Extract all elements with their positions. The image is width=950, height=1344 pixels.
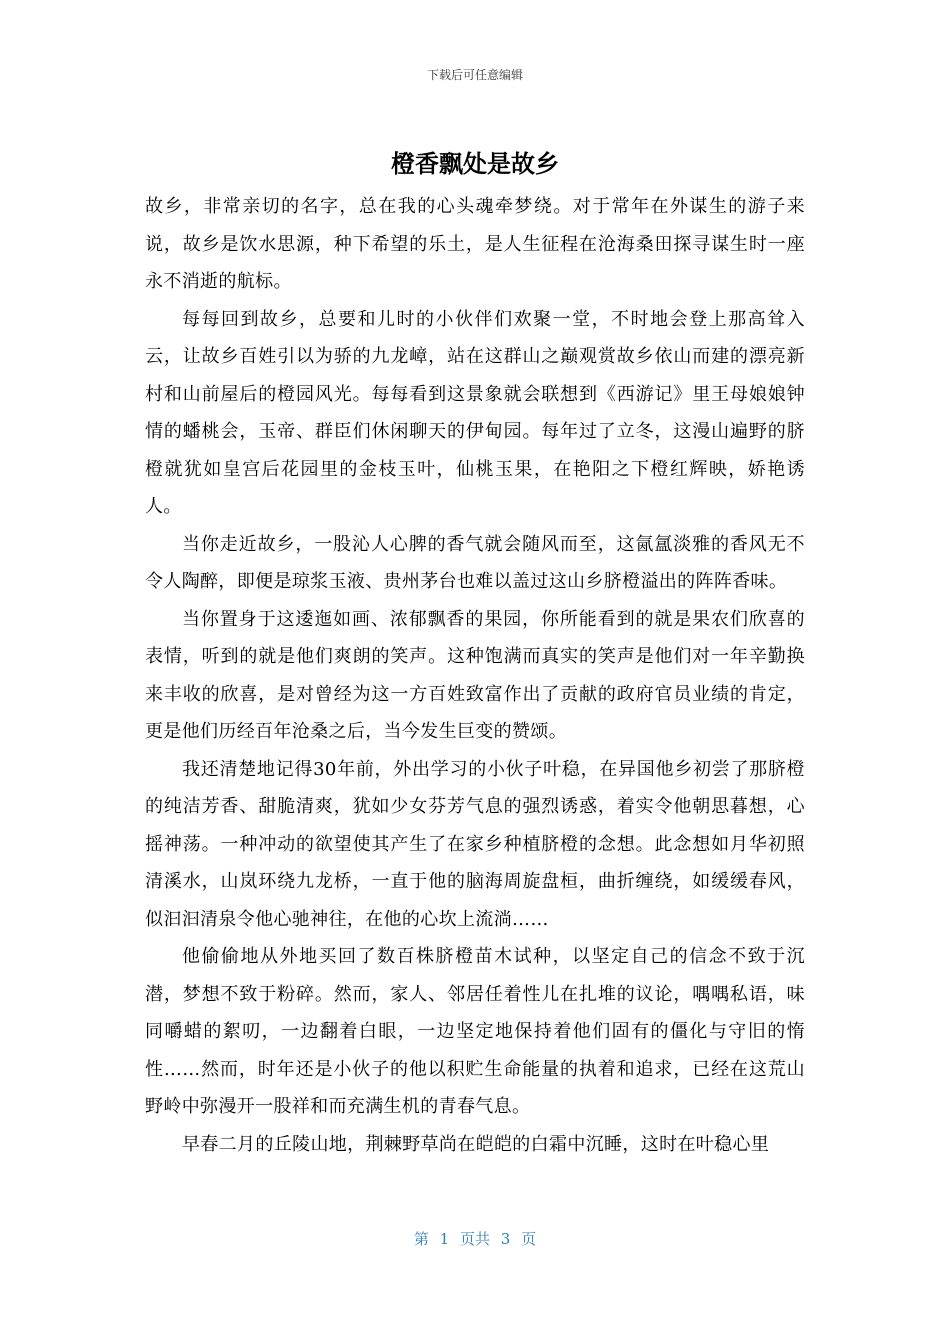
- page-number-footer: 第 1 页共 3 页: [413, 1230, 537, 1248]
- paragraph-2: 每每回到故乡，总要和儿时的小伙伴们欢聚一堂，不时地会登上那高耸入云，让故乡百姓引以为骄的九龙嶂，站在这群山之巅观赏故乡依山而建的漂亮新村和山前屋后的橙园风光。每每看到这景象就会联想到《西游记》里王母娘娘钟情的蟠桃会，玉帝、群臣们休闲聊天的伊甸园。每年过了立冬，这漫山遍野的脐橙就犹如皇宫后花园里的金枝玉叶，仙桃玉果，在艳阳之下橙红辉映，娇艳诱人。: [145, 308, 805, 517]
- paragraph-7: 早春二月的丘陵山地，荆棘野草尚在皑皑的白霜中沉睡，这时在叶稳心里: [182, 1133, 770, 1155]
- paragraph-3: 当你走近故乡，一股沁人心脾的香气就会随风而至，这氤氲淡雅的香风无不令人陶醉，即便是琼浆玉液、贵州茅台也难以盖过这山乡脐橙溢出的阵阵香味。: [145, 533, 805, 592]
- paragraph-5: 我还清楚地记得30年前，外出学习的小伙子叶稳，在异国他乡初尝了那脐橙的纯洁芳香、甜脆清爽，犹如少女芬芳气息的强烈诱惑，着实令他朝思暮想，心摇神荡。一种冲动的欲望使其产生了在家乡种植脐橙的念想。此念想如月华初照清溪水，山岚环绕九龙桥，一直于他的脑海周旋盘桓，曲折缠绕，如缓缓春风，似汩汩清泉令他心驰神往，在他的心坎上流淌……: [145, 758, 805, 930]
- header-note: 下载后可任意编辑: [426, 68, 523, 82]
- paragraph-4: 当你置身于这逶迤如画、浓郁飘香的果园，你所能看到的就是果农们欣喜的表情，听到的就是他们爽朗的笑声。这种饱满而真实的笑声是他们对一年辛勤换来丰收的欣喜，是对曾经为这一方百姓致富作出了贡献的政府官员业绩的肯定，更是他们历经百年沧桑之后，当今发生巨变的赞颂。: [145, 608, 805, 742]
- paragraph-6: 他偷偷地从外地买回了数百株脐橙苗木试种，以坚定自己的信念不致于沉潜，梦想不致于粉碎。然而，家人、邻居任着性儿在扎堆的议论，喁喁私语，味同嚼蜡的絮叨，一边翻着白眼，一边坚定地保持着他们固有的僵化与守旧的惰性……然而，时年还是小伙子的他以积贮生命能量的执着和追求，已经在这荒山野岭中弥漫开一股祥和而充满生机的青春气息。: [145, 946, 805, 1117]
- paragraph-1: 故乡，非常亲切的名字，总在我的心头魂牵梦绕。对于常年在外谋生的游子来说，故乡是饮水思源，种下希望的乐土，是人生征程在沧海桑田探寻谋生时一座永不消逝的航标。: [145, 196, 805, 292]
- document-title: 橙香飘处是故乡: [391, 150, 559, 178]
- document-body: [145, 188, 805, 1163]
